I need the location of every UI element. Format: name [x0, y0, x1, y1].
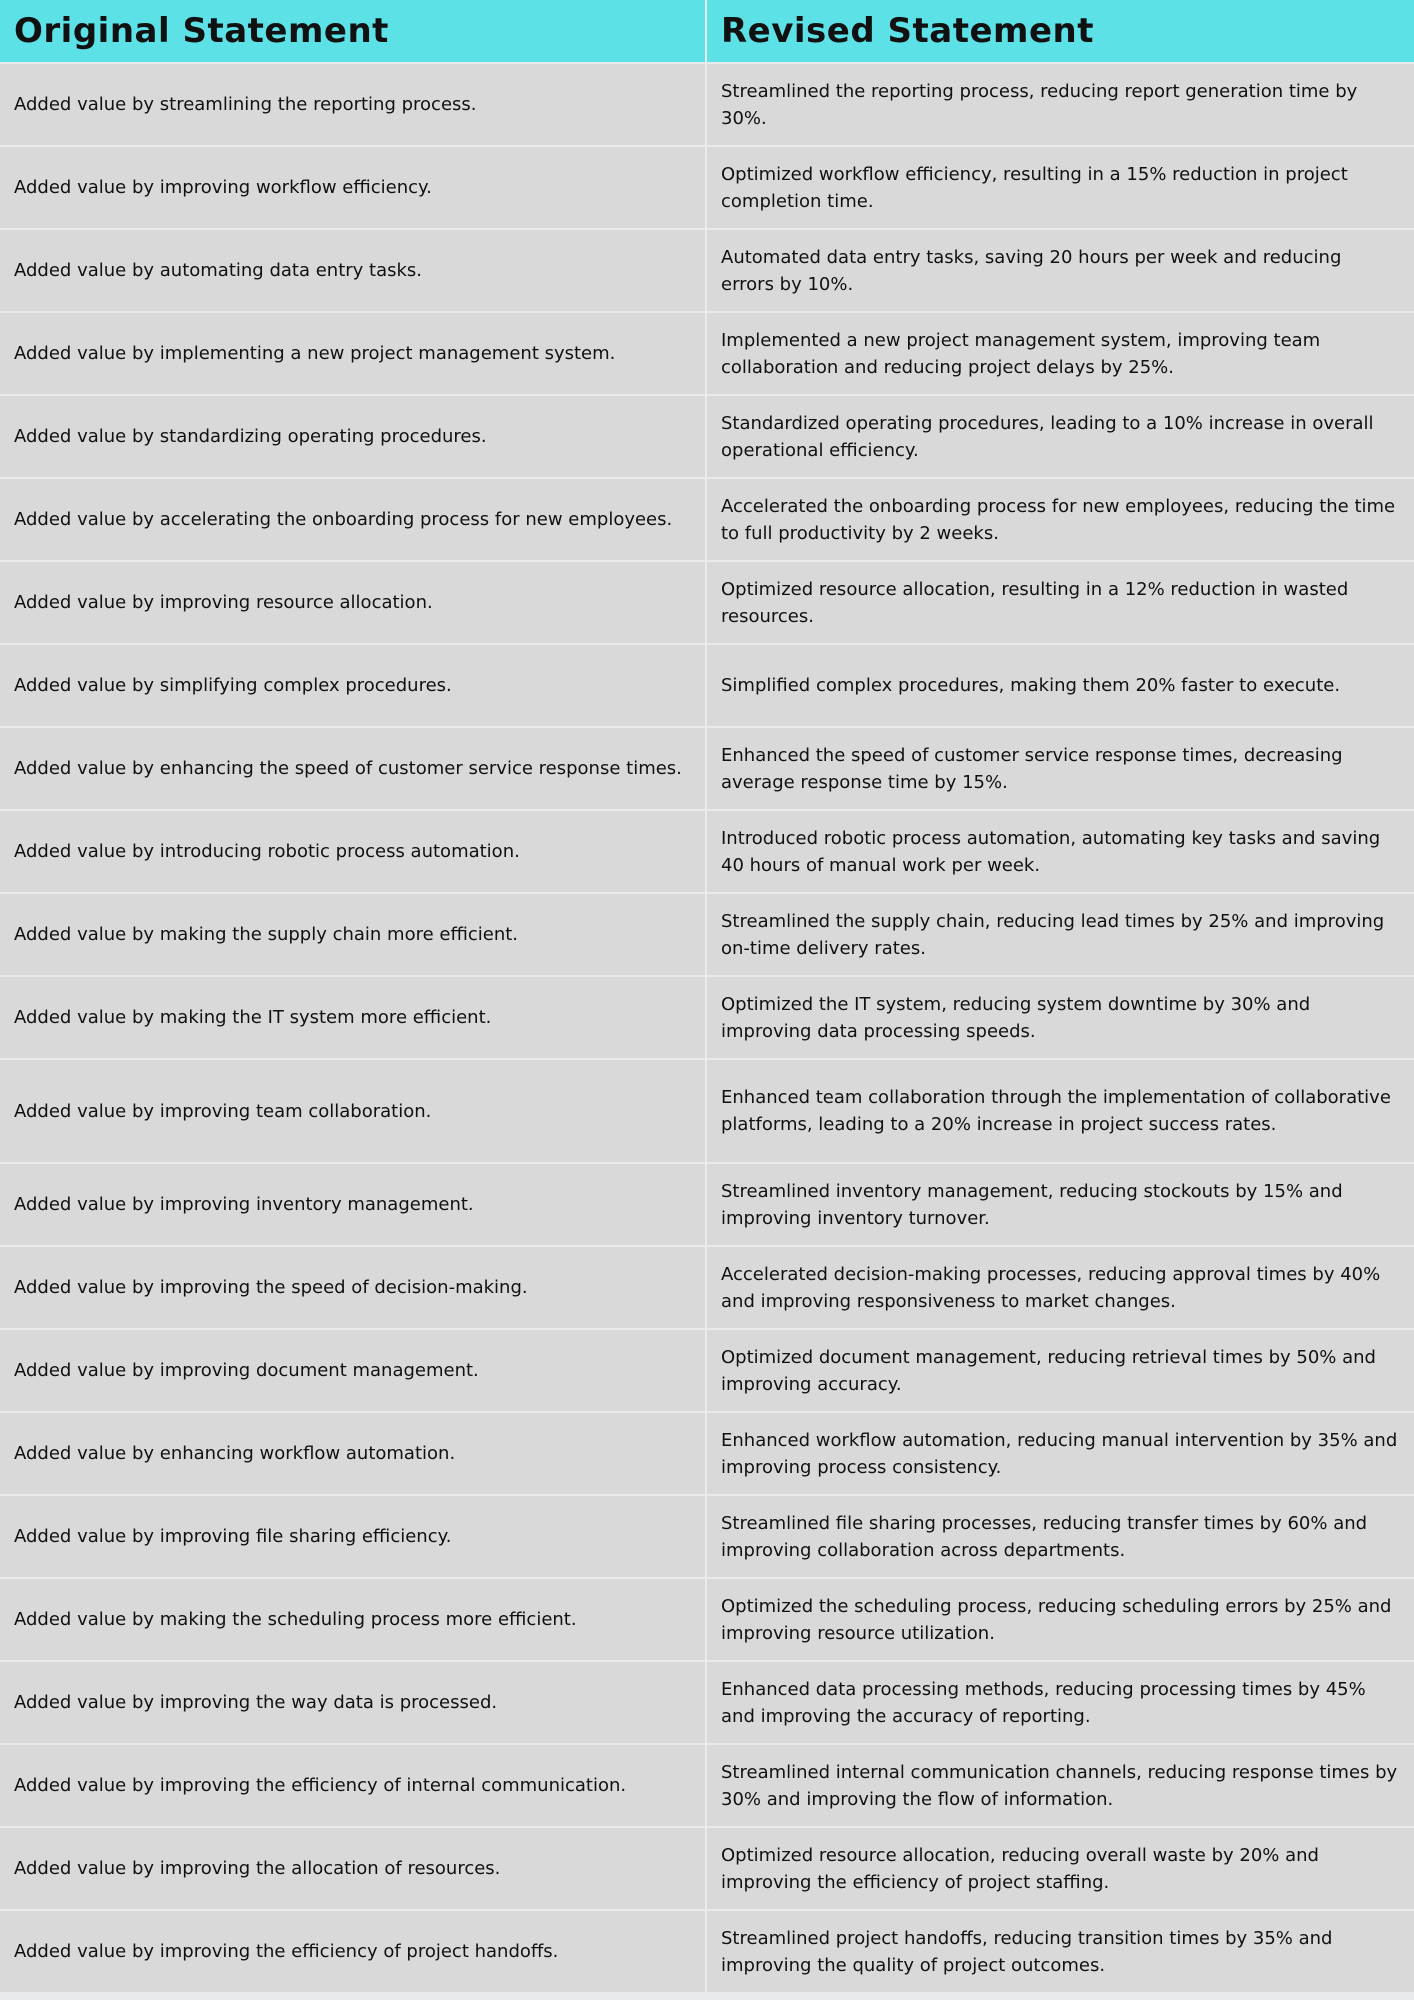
original-statement-cell: Added value by streamlining the reporting process.: [0, 64, 707, 145]
revised-statement-cell: Optimized the IT system, reducing system downtime by 30% and improving data processing speeds.: [707, 977, 1414, 1058]
revised-statement-cell: Implemented a new project management system, improving team collaboration and reducing project delays by 25%.: [707, 313, 1414, 394]
original-statement-cell: Added value by enhancing workflow automation.: [0, 1413, 707, 1494]
revised-statement-cell: Accelerated decision-making processes, reducing approval times by 40% and improving responsiveness to market changes.: [707, 1247, 1414, 1328]
original-statement-cell: Added value by improving the speed of decision-making.: [0, 1247, 707, 1328]
original-statement-cell: Added value by introducing robotic process automation.: [0, 811, 707, 892]
revised-statement-cell: Automated data entry tasks, saving 20 hours per week and reducing errors by 10%.: [707, 230, 1414, 311]
table-row: [0, 1496, 1414, 1579]
original-statement-cell: Added value by standardizing operating procedures.: [0, 396, 707, 477]
table-row: [0, 1164, 1414, 1247]
revised-statement-cell: Streamlined inventory management, reducing stockouts by 15% and improving inventory turnover.: [707, 1164, 1414, 1245]
revised-statement-cell: Streamlined internal communication channels, reducing response times by 30% and improving the flow of information.: [707, 1745, 1414, 1826]
table-row: [0, 1911, 1414, 1994]
revised-statement-cell: Enhanced data processing methods, reducing processing times by 45% and improving the accuracy of reporting.: [707, 1662, 1414, 1743]
header-original-statement: Original Statement: [0, 0, 707, 62]
original-statement-cell: Added value by improving team collaboration.: [0, 1060, 707, 1162]
table-header-row: [0, 0, 1414, 64]
revised-statement-cell: Accelerated the onboarding process for new employees, reducing the time to full productivity by 2 weeks.: [707, 479, 1414, 560]
original-statement-cell: Added value by improving workflow efficiency.: [0, 147, 707, 228]
revised-statement-cell: Enhanced team collaboration through the implementation of collaborative platforms, leading to a 20% increase in project success rates.: [707, 1060, 1414, 1162]
table-row: [0, 396, 1414, 479]
original-statement-cell: Added value by improving the way data is processed.: [0, 1662, 707, 1743]
table-row: [0, 728, 1414, 811]
table-row: [0, 147, 1414, 230]
original-statement-cell: Added value by making the IT system more efficient.: [0, 977, 707, 1058]
revised-statement-cell: Optimized the scheduling process, reducing scheduling errors by 25% and improving resource utilization.: [707, 1579, 1414, 1660]
original-statement-cell: Added value by making the scheduling process more efficient.: [0, 1579, 707, 1660]
table-row: [0, 1330, 1414, 1413]
table-row: [0, 1662, 1414, 1745]
table-row: [0, 894, 1414, 977]
revised-statement-cell: Enhanced workflow automation, reducing manual intervention by 35% and improving process consistency.: [707, 1413, 1414, 1494]
revised-statement-cell: Optimized resource allocation, reducing overall waste by 20% and improving the efficiency of project staffing.: [707, 1828, 1414, 1909]
original-statement-cell: Added value by making the supply chain more efficient.: [0, 894, 707, 975]
revised-statement-cell: Optimized resource allocation, resulting in a 12% reduction in wasted resources.: [707, 562, 1414, 643]
table-row: [0, 645, 1414, 728]
revised-statement-cell: Introduced robotic process automation, automating key tasks and saving 40 hours of manual work per week.: [707, 811, 1414, 892]
table-row: [0, 1579, 1414, 1662]
original-statement-cell: Added value by improving the efficiency of project handoffs.: [0, 1911, 707, 1992]
revised-statement-cell: Standardized operating procedures, leading to a 10% increase in overall operational efficiency.: [707, 396, 1414, 477]
table-row: [0, 1247, 1414, 1330]
header-revised-statement: Revised Statement: [721, 11, 1094, 51]
original-statement-cell: Added value by implementing a new project management system.: [0, 313, 707, 394]
original-statement-cell: Added value by accelerating the onboarding process for new employees.: [0, 479, 707, 560]
original-statement-cell: Added value by automating data entry tasks.: [0, 230, 707, 311]
table-row: [0, 1413, 1414, 1496]
original-statement-cell: Added value by improving the efficiency of internal communication.: [0, 1745, 707, 1826]
revised-statement-cell: Streamlined the supply chain, reducing lead times by 25% and improving on-time delivery rates.: [707, 894, 1414, 975]
table-row: [0, 1060, 1414, 1164]
original-statement-cell: Added value by simplifying complex procedures.: [0, 645, 707, 726]
revised-statement-cell: Streamlined the reporting process, reducing report generation time by 30%.: [707, 64, 1414, 145]
table-row: [0, 977, 1414, 1060]
revised-statement-cell: Streamlined project handoffs, reducing transition times by 35% and improving the quality of project outcomes.: [707, 1911, 1414, 1992]
table-row: [0, 313, 1414, 396]
original-statement-cell: Added value by improving inventory management.: [0, 1164, 707, 1245]
revised-statement-cell: Optimized document management, reducing retrieval times by 50% and improving accuracy.: [707, 1330, 1414, 1411]
revised-statement-cell: Streamlined file sharing processes, reducing transfer times by 60% and improving collaboration across departments.: [707, 1496, 1414, 1577]
table-row: [0, 811, 1414, 894]
revised-statement-cell: Simplified complex procedures, making them 20% faster to execute.: [707, 645, 1414, 726]
revised-statement-cell: Optimized workflow efficiency, resulting in a 15% reduction in project completion time.: [707, 147, 1414, 228]
original-statement-cell: Added value by improving resource allocation.: [0, 562, 707, 643]
table-row: [0, 562, 1414, 645]
table-row: [0, 1745, 1414, 1828]
table-row: [0, 1828, 1414, 1911]
table-row: [0, 479, 1414, 562]
original-statement-cell: Added value by enhancing the speed of customer service response times.: [0, 728, 707, 809]
table-row: [0, 230, 1414, 313]
table-row: [0, 64, 1414, 147]
original-statement-cell: Added value by improving file sharing efficiency.: [0, 1496, 707, 1577]
original-statement-cell: Added value by improving the allocation of resources.: [0, 1828, 707, 1909]
revised-statement-cell: Enhanced the speed of customer service response times, decreasing average response time by 15%.: [707, 728, 1414, 809]
original-statement-cell: Added value by improving document management.: [0, 1330, 707, 1411]
